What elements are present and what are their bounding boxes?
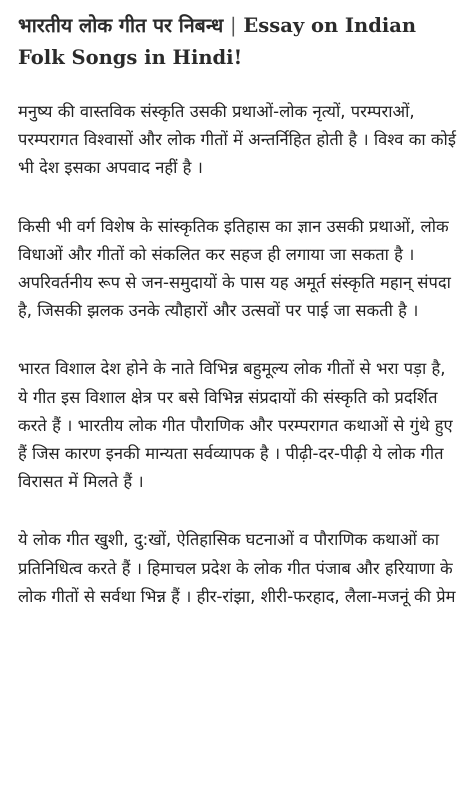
paragraph: किसी भी वर्ग विशेष के सांस्कृतिक इतिहास का ज्ञान उसकी प्रथाओं, लोक विधाओं और गीतों को संकलित कर सहज ही लगाया जा सकता है । अपरिवर्तनीय रूप से जन-समुदायों के पास यह अमूर्त संस्कृति महान् संपदा है, जिसकी झलक उनके त्यौहारों और उत्सवों पर पाई जा सकती है ।: [18, 216, 451, 321]
title-separator: |: [230, 14, 237, 37]
paragraph: मनुष्य की वास्तविक संस्कृति उसकी प्रथाओं-लोक नृत्यों, परम्पराओं, परम्परागत विश्वासों और लोक गीतों में अन्तर्निहित होती है । विश्व का कोई भी देश इसका अपवाद नहीं है ।: [18, 102, 456, 178]
paragraph: ये लोक गीत खुशी, दु:खों, ऐतिहासिक घटनाओं व पौराणिक कथाओं का प्रतिनिधित्व करते हैं । हिमाचल प्रदेश के लोक गीत पंजाब और हरियाणा के लोक गीतों से सर्वथा भिन्न हैं । हीर-रांझा, शीरी-फरहाद, लैला-मजनूं की प्रेम: [18, 530, 456, 606]
paragraph: भारत विशाल देश होने के नाते विभिन्न बहुमूल्य लोक गीतों से भरा पड़ा है, ये गीत इस विशाल क्षेत्र पर बसे विभिन्न संप्रदायों की संस्कृति को प्रदर्शित करते हैं । भारतीय लोक गीत पौराणिक और परम्परागत कथाओं से गुंथे हुए हैं जिस कारण इनकी मान्यता सर्वव्यापक है । पीढ़ी-दर-पीढ़ी ये लोक गीत विरासत में मिलते हैं ।: [18, 359, 453, 492]
title-english: Essay on Indian Folk Songs in Hindi!: [18, 14, 417, 69]
title-hindi: भारतीय लोक गीत पर निबन्ध: [18, 14, 224, 37]
article: [18, 10, 458, 641]
article-title: [18, 10, 458, 74]
